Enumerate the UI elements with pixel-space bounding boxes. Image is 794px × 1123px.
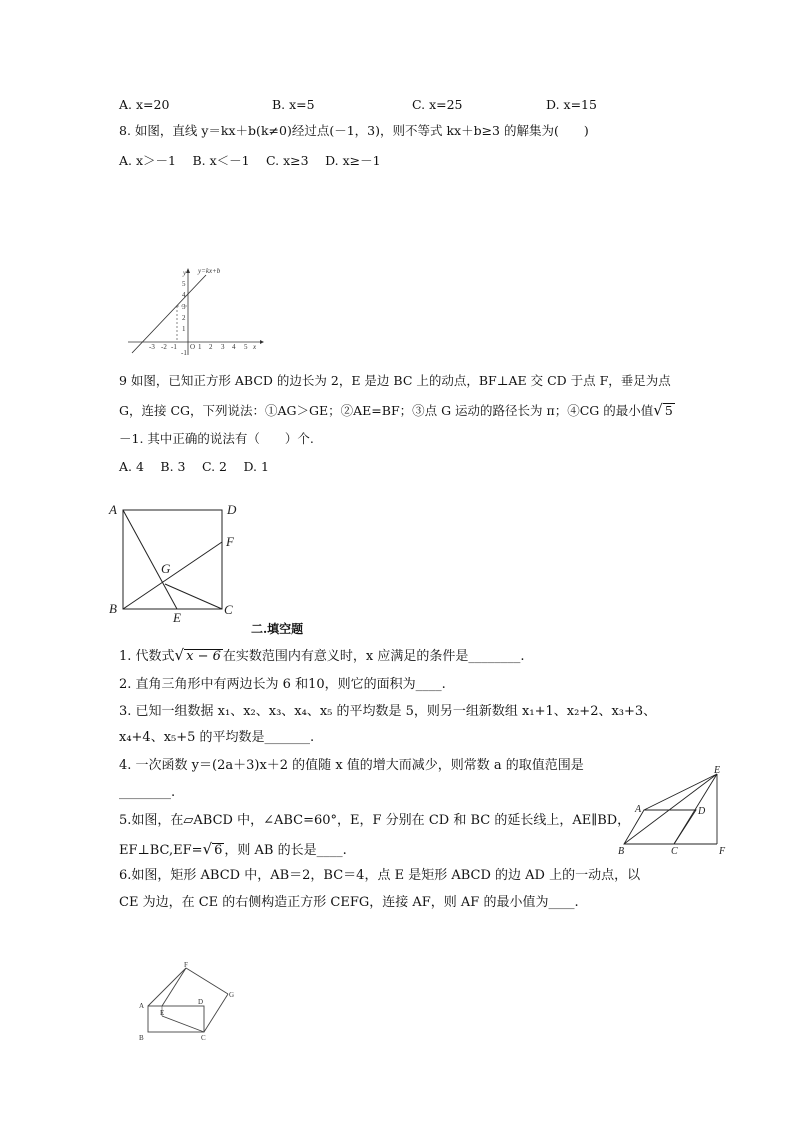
svg-text:G: G — [229, 991, 235, 999]
sqrt-5: 5 — [664, 403, 673, 418]
fill5-line1: 5.如图，在▱ABCD 中，∠ABC=60°，E，F 分别在 CD 和 BC 的延长线上，AE∥BD， — [119, 813, 631, 828]
fill3-line1: 3. 已知一组数据 x₁、x₂、x₃、x₄、x₅ 的平均数是 5，则另一组新数组 x₁+1、x₂+2、x₃+3、 — [119, 704, 657, 719]
q7-option-d: D. x=15 — [546, 97, 597, 112]
svg-text:D: D — [227, 502, 237, 517]
fill2: 2. 直角三角形中有两边长为 6 和10，则它的面积为____. — [119, 677, 446, 692]
svg-text:2: 2 — [182, 314, 186, 322]
svg-text:F: F — [184, 961, 188, 969]
svg-text:x: x — [253, 343, 257, 351]
svg-text:B: B — [109, 601, 117, 616]
svg-text:A: A — [635, 804, 642, 815]
q8-options: A. x＞－1 B. x＜－1 C. x≥3 D. x≥－1 — [119, 153, 381, 168]
svg-text:F: F — [719, 846, 726, 856]
fill6-line2: CE 为边，在 CE 的右侧构造正方形 CEFG，连接 AF，则 AF 的最小值为____. — [119, 895, 579, 910]
fill5-parallelogram-figure — [614, 764, 732, 856]
fill3-line2: x₄+4、x₅+5 的平均数是_______. — [119, 730, 315, 745]
q9-line3: －1. 其中正确的说法有（ ）个. — [119, 431, 314, 446]
svg-text:1: 1 — [198, 343, 202, 351]
q7-option-a: A. x=20 — [119, 97, 170, 112]
svg-text:2: 2 — [209, 343, 213, 351]
q8-line-graph — [126, 265, 266, 357]
svg-text:D: D — [198, 998, 204, 1006]
svg-text:-1: -1 — [181, 349, 187, 357]
svg-text:G: G — [161, 561, 171, 576]
svg-text:-3: -3 — [149, 343, 155, 351]
svg-text:E: E — [160, 1009, 165, 1017]
svg-text:y: y — [183, 269, 187, 277]
svg-text:4: 4 — [232, 343, 236, 351]
svg-text:C: C — [671, 846, 678, 856]
svg-text:F: F — [226, 534, 234, 549]
svg-text:C: C — [201, 1034, 206, 1042]
q7-option-b: B. x=5 — [272, 97, 315, 112]
section-title: 二.填空题 — [251, 622, 304, 636]
svg-text:A: A — [109, 502, 117, 517]
svg-text:A: A — [139, 1002, 145, 1010]
svg-text:O: O — [190, 343, 196, 351]
svg-text:5: 5 — [182, 280, 186, 288]
svg-text:-2: -2 — [161, 343, 167, 351]
q7-option-c: C. x=25 — [412, 97, 463, 112]
q9-line2: G，连接 CG，下列说法：①AG＞GE；②AE=BF；③点 G 运动的路径长为 π；④CG 的最小值√ 5 — [119, 401, 673, 419]
sqrt-6: 6 — [214, 843, 223, 858]
fill5-line2: EF⊥BC,EF=√ 6 ，则 AB 的长是____. — [119, 840, 347, 858]
svg-text:1: 1 — [182, 325, 186, 333]
fill6-line1: 6.如图，矩形 ABCD 中，AB＝2，BC＝4，点 E 是矩形 ABCD 的边 AD 上的一动点，以 — [119, 868, 641, 883]
graph-line-label: y=kx+b — [198, 267, 221, 275]
svg-text:3: 3 — [221, 343, 225, 351]
svg-text:E: E — [714, 765, 721, 776]
sqrt-expr: x − 6 — [186, 649, 221, 664]
fill6-rectangle-figure — [134, 960, 244, 1044]
svg-text:3: 3 — [182, 303, 186, 311]
svg-text:B: B — [618, 846, 625, 856]
q9-options: A. 4 B. 3 C. 2 D. 1 — [119, 459, 269, 474]
svg-text:D: D — [698, 806, 706, 817]
svg-text:5: 5 — [244, 343, 248, 351]
svg-text:4: 4 — [182, 291, 186, 299]
q8-stem: 8. 如图，直线 y＝kx＋b(k≠0)经过点(－1，3)，则不等式 kx＋b≥3 的解集为( ) — [119, 123, 589, 138]
svg-text:-1: -1 — [171, 343, 177, 351]
q9-line1: 9 如图，已知正方形 ABCD 的边长为 2，E 是边 BC 上的动点，BF⊥AE 交 CD 于点 F，垂足为点 — [119, 373, 671, 388]
svg-text:C: C — [224, 602, 233, 617]
fill4-line2: ________. — [119, 785, 176, 800]
q9-square-figure — [105, 500, 245, 626]
svg-text:B: B — [139, 1034, 144, 1042]
fill1: 1. 代数式√ x − 6 在实数范围内有意义时，x 应满足的条件是________. — [119, 646, 525, 664]
svg-text:E: E — [173, 610, 181, 625]
fill4-line1: 4. 一次函数 y＝(2a＋3)x＋2 的值随 x 值的增大而减少，则常数 a 的取值范围是 — [119, 758, 584, 773]
